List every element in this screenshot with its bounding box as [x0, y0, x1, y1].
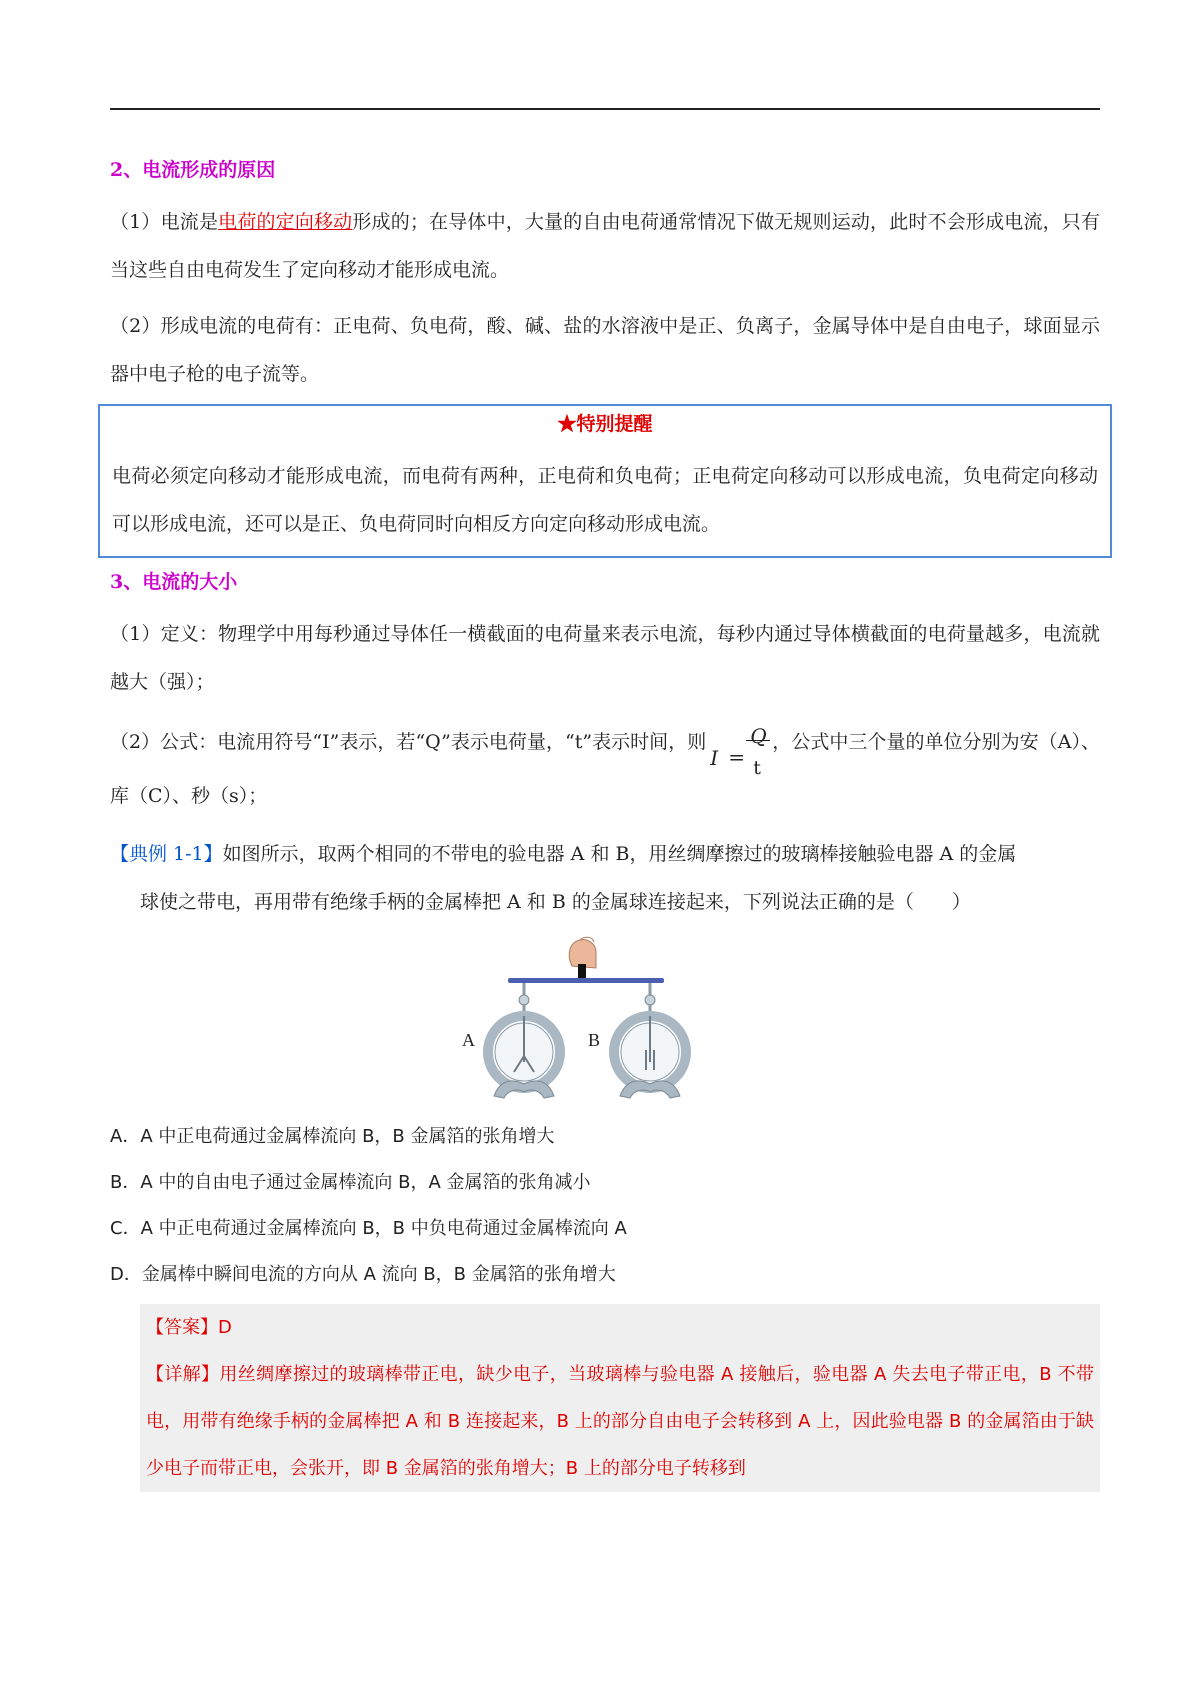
answer-box [140, 1304, 1100, 1492]
label-b: B [588, 1030, 601, 1050]
question-line-2: 球使之带电，再用带有绝缘手柄的金属棒把 A 和 B 的金属球连接起来，下列说法正确的是（ ） [140, 891, 971, 913]
special-reminder-box [98, 404, 1112, 558]
option-d: D．金属棒中瞬间电流的方向从 A 流向 B，B 金属箔的张角增大 [110, 1264, 616, 1285]
text-span: （1）电流是 [110, 211, 219, 233]
section-2-paragraph-2: （2）形成电流的电荷有：正电荷、负电荷，酸、碱、盐的水溶液中是正、负离子，金属导体中是自由电子，球面显示器中电子枪的电子流等。 [110, 315, 1100, 385]
electroscope-a [488, 983, 560, 1098]
special-reminder-text: 电荷必须定向移动才能形成电流，而电荷有两种，正电荷和负电荷；正电荷定向移动可以形成电流，负电荷定向移动可以形成电流，还可以是正、负电荷同时向相反方向定向移动形成电流。 [112, 465, 1098, 535]
option-c: C．A 中正电荷通过金属棒流向 B，B 中负电荷通过金属棒流向 A [110, 1218, 627, 1239]
section-3-heading: 3、电流的大小 [110, 571, 238, 593]
question-line-1: 如图所示，取两个相同的不带电的验电器 A 和 B，用丝绸摩擦过的玻璃棒接触验电器 A 的金属 [222, 843, 1017, 865]
document-body [110, 150, 1100, 1492]
option-a: A．A 中正电荷通过金属棒流向 B，B 金属箔的张角增大 [110, 1126, 555, 1147]
text-span: ，公式中三个量的单位分别为安（A）、库（C）、秒（s）； [110, 731, 1100, 807]
formula-lhs: I [710, 746, 719, 770]
hand-icon [569, 937, 596, 980]
answer-options [110, 1114, 1100, 1298]
section-3-paragraph-2 [110, 714, 1100, 820]
section-3-paragraph-1: （1）定义：物理学中用每秒通过导体任一横截面的电荷量来表示电流，每秒内通过导体横截面的电荷量越多，电流就越大（强）； [110, 623, 1100, 693]
electroscope-diagram [110, 934, 1100, 1114]
text-span: （2）公式：电流用符号“I”表示，若“Q”表示电荷量，“t”表示时间，则 [110, 731, 707, 753]
answer-line: 【答案】D [146, 1317, 232, 1338]
formula-numerator: Q [750, 724, 767, 748]
key-term: 电荷的定向移动 [218, 211, 353, 233]
example-tag: 【典例 1-1】 [110, 843, 223, 865]
formula-denominator: t [753, 757, 761, 779]
special-reminder-title: ★特别提醒 [557, 413, 653, 435]
electroscope-b [614, 983, 686, 1098]
metal-rod [508, 978, 664, 983]
example-question [110, 830, 1100, 926]
fraction-bar [746, 740, 770, 741]
label-a: A [462, 1030, 475, 1050]
section-2-paragraph-1 [110, 198, 1100, 294]
section-2-heading: 2、电流形成的原因 [110, 159, 276, 181]
formula-equals: = [728, 745, 746, 769]
electroscope-figure [110, 934, 1100, 1114]
option-b: B．A 中的自由电子通过金属棒流向 B，A 金属箔的张角减小 [110, 1172, 591, 1193]
current-formula [708, 714, 770, 779]
text-span: 形成的；在导体中，大量的自由电荷通常情况下做无规则运动，此时不会形成电流，只有当这些自由电荷发生了定向移动才能形成电流。 [110, 211, 1100, 281]
explanation-text: 【详解】用丝绸摩擦过的玻璃棒带正电，缺少电子，当玻璃棒与验电器 A 接触后，验电器 A 失去电子带正电，B 不带电，用带有绝缘手柄的金属棒把 A 和 B 连接起来，B 上的部分自由电子会转移到 A 上，因此验电器 B 的金属箔由于缺少电子而带正电，会张开，即 B 金属箔的张角增大；B 上的部分电子转移到 [146, 1364, 1094, 1479]
header-rule [110, 108, 1100, 110]
